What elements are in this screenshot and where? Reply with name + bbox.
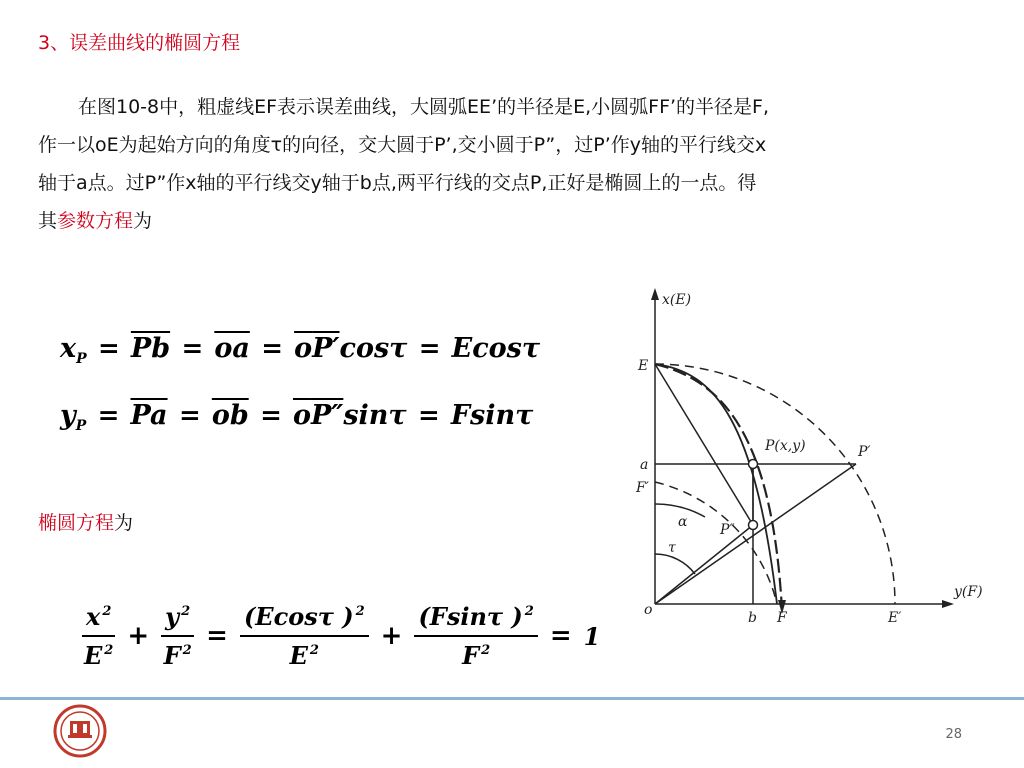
f4-den-exp: 2: [481, 643, 491, 658]
fraction-y-over-F: [161, 602, 194, 670]
f3-num-exp: 2: [355, 604, 365, 619]
parametric-equation-y: $y_P = \overline{Pa} = \overline{ob} = \overline{o}P''\sin\tau = Fsin\tau$: [60, 400, 534, 434]
ellipse-rhs: 1: [583, 621, 601, 651]
label-F: F: [777, 610, 787, 626]
parametric-equation-term: 参数方程: [57, 210, 134, 232]
footer-divider: [0, 697, 1024, 700]
label-F-prime: F′: [636, 480, 649, 496]
label-o: o: [644, 602, 653, 618]
fraction-Fsin-over-F: [414, 602, 537, 670]
eq2-term3-p: P″: [310, 400, 344, 431]
label-a: a: [640, 457, 649, 473]
label-y-axis: x(E): [662, 292, 692, 308]
label-alpha: α: [678, 514, 688, 530]
eq2-term3-o: $\overline{o}$: [292, 400, 311, 431]
eq2-term3-tail: sinτ: [343, 400, 407, 431]
eq2-term2: $\overline{ob}$: [211, 400, 249, 431]
parametric-equation-x: $x_P = \overline{Pb} = \overline{oa} = \overline{o}P'\cos\tau = Ecos\tau$: [60, 333, 541, 367]
f2-den-exp: 2: [182, 643, 192, 658]
large-circle-arc: [655, 364, 895, 604]
eq2-lhs: y: [60, 400, 76, 431]
eq1-term3-o: $\overline{o}$: [294, 333, 313, 364]
f3-num: (Ecosτ ): [243, 602, 354, 631]
ellipse-equation-suffix: 为: [114, 512, 134, 534]
label-tau: τ: [668, 540, 676, 556]
error-ellipse-figure: [620, 280, 990, 630]
point-P-double-prime: [749, 521, 758, 530]
paragraph-line-2: 作一以oE为起始方向的角度τ的向径，交大圆于P’,交小圆于P”，过P’作y轴的平行线交x: [38, 134, 767, 156]
f1-num: x: [86, 602, 101, 631]
page-number: 28: [945, 727, 962, 742]
label-b: b: [748, 610, 757, 626]
f4-num-exp: 2: [524, 604, 534, 619]
university-logo: [52, 703, 108, 759]
point-P: [749, 460, 758, 469]
f2-num: y: [165, 602, 180, 631]
label-P: P(x,y): [765, 438, 806, 454]
f3-den: E: [289, 641, 308, 670]
f2-den: F: [163, 641, 181, 670]
fraction-Ecos-over-E: [240, 602, 369, 670]
label-E-prime: E′: [888, 610, 902, 626]
f4-den: F: [462, 641, 480, 670]
paragraph-line-4: [38, 202, 988, 240]
label-x-axis: y(F): [954, 584, 983, 600]
paragraph-line-4-prefix: 其: [38, 210, 58, 232]
eq1-lhs: x: [60, 333, 77, 364]
line-E-to-P-double: [655, 364, 753, 525]
eq2-lhs-sub: P: [75, 418, 87, 434]
vertical-axis-arrow: [651, 288, 659, 300]
body-paragraph: [38, 88, 988, 240]
eq1-term3-p: P′: [312, 333, 340, 364]
ellipse-equation-label: [38, 508, 133, 535]
section-heading: 3、误差曲线的椭圆方程: [38, 32, 241, 54]
paragraph-line-4-suffix: 为: [133, 210, 153, 232]
eq2-term1: $\overline{Pa}$: [130, 400, 168, 431]
eq1-lhs-sub: P: [76, 351, 87, 367]
label-E: E: [638, 358, 649, 374]
horizontal-axis-arrow: [942, 600, 954, 608]
paragraph-line-1: 在图10-8中，粗虚线EF表示误差曲线，大圆弧EE’的半径是E,小圆弧FF’的半径是F,: [78, 96, 770, 118]
fraction-x-over-E: [82, 602, 115, 670]
ellipse-quadrant: [655, 364, 777, 604]
eq1-term1: $\overline{Pb}$: [130, 333, 171, 364]
eq1-rhs: Ecosτ: [451, 333, 541, 364]
paragraph-line-3: 轴于a点。过P”作x轴的平行线交y轴于b点,两平行线的交点P,正好是椭圆上的一点。得: [38, 172, 757, 194]
label-P-prime: P′: [858, 444, 871, 460]
f1-den: E: [84, 641, 103, 670]
label-P-double-prime: P″: [720, 522, 735, 538]
ellipse-equation: $\frac{x ^2}{E ^2}$ + $\frac{y ^2}{F ^2}$ = $\frac{(Ecos\tau ) ^2}{E ^2}$ + $\frac{(Fsin\tau ) ^2}{F ^2}$ = 1: [84, 602, 601, 670]
radius-to-P-double-prime: [655, 525, 753, 604]
f1-num-exp: 2: [102, 604, 112, 619]
eq1-term2: $\overline{oa}$: [214, 333, 250, 364]
eq2-rhs: Fsinτ: [450, 400, 534, 431]
f2-num-exp: 2: [181, 604, 191, 619]
tau-arc: [655, 554, 695, 574]
eq1-term3-tail: cosτ: [339, 333, 408, 364]
ellipse-equation-term: 椭圆方程: [38, 512, 115, 534]
f3-den-exp: 2: [309, 643, 319, 658]
f4-num: (Fsinτ ): [418, 602, 523, 631]
f1-den-exp: 2: [104, 643, 114, 658]
